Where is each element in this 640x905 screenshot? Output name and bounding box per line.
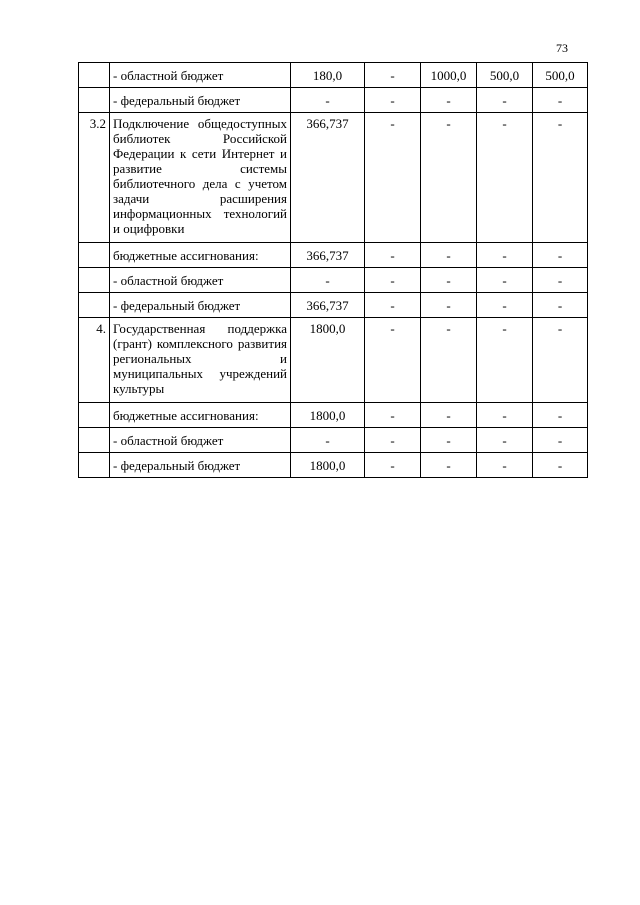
value-cell: - <box>421 113 477 243</box>
value-cell: - <box>477 293 533 318</box>
table-row <box>79 63 588 88</box>
table-row <box>79 243 588 268</box>
value-cell: 180,0 <box>291 63 365 88</box>
value-cell: 366,737 <box>291 293 365 318</box>
value-cell: - <box>291 428 365 453</box>
value-cell: 366,737 <box>291 243 365 268</box>
value-cell: 1800,0 <box>291 403 365 428</box>
value-cell: - <box>477 428 533 453</box>
row-number <box>79 268 110 293</box>
budget-table <box>78 62 588 478</box>
value-cell: 500,0 <box>533 63 588 88</box>
value-cell: - <box>533 453 588 478</box>
table-row <box>79 403 588 428</box>
row-name: - областной бюджет <box>110 428 291 453</box>
row-number <box>79 243 110 268</box>
value-cell: 366,737 <box>291 113 365 243</box>
value-cell: - <box>533 318 588 403</box>
value-cell: - <box>477 318 533 403</box>
table-row <box>79 113 588 243</box>
value-cell: 1800,0 <box>291 318 365 403</box>
row-number: 4. <box>79 318 110 403</box>
row-number <box>79 88 110 113</box>
value-cell: - <box>365 268 421 293</box>
value-cell: - <box>477 113 533 243</box>
row-name: - федеральный бюджет <box>110 88 291 113</box>
row-name: - областной бюджет <box>110 63 291 88</box>
value-cell: - <box>421 88 477 113</box>
value-cell: - <box>533 428 588 453</box>
row-name: - федеральный бюджет <box>110 453 291 478</box>
value-cell: - <box>365 428 421 453</box>
row-name: - федеральный бюджет <box>110 293 291 318</box>
value-cell: - <box>477 403 533 428</box>
value-cell: - <box>365 63 421 88</box>
value-cell: - <box>365 293 421 318</box>
row-name: Государственная поддержка (грант) комплексного развития региональных и муниципальных учреждений культуры <box>110 318 291 403</box>
row-number <box>79 428 110 453</box>
row-name: бюджетные ассигнования: <box>110 243 291 268</box>
value-cell: - <box>477 268 533 293</box>
value-cell: - <box>291 88 365 113</box>
row-number: 3.2 <box>79 113 110 243</box>
row-number <box>79 403 110 428</box>
value-cell: 1000,0 <box>421 63 477 88</box>
table-row <box>79 318 588 403</box>
value-cell: - <box>291 268 365 293</box>
value-cell: - <box>421 268 477 293</box>
value-cell: - <box>421 453 477 478</box>
value-cell: - <box>365 113 421 243</box>
table-row <box>79 293 588 318</box>
value-cell: 500,0 <box>477 63 533 88</box>
value-cell: - <box>421 318 477 403</box>
value-cell: - <box>533 293 588 318</box>
value-cell: - <box>421 428 477 453</box>
value-cell: - <box>533 88 588 113</box>
page-number: 73 <box>556 41 568 55</box>
value-cell: 1800,0 <box>291 453 365 478</box>
row-number <box>79 63 110 88</box>
value-cell: - <box>421 243 477 268</box>
value-cell: - <box>365 403 421 428</box>
value-cell: - <box>477 243 533 268</box>
table-row <box>79 268 588 293</box>
row-name: Подключение общедоступных библиотек Российской Федерации к сети Интернет и развитие системы библиотечного дела с учетом задачи расширения информационных технологий и оцифровки <box>110 113 291 243</box>
value-cell: - <box>421 403 477 428</box>
value-cell: - <box>533 403 588 428</box>
value-cell: - <box>477 453 533 478</box>
row-name: бюджетные ассигнования: <box>110 403 291 428</box>
value-cell: - <box>365 318 421 403</box>
value-cell: - <box>365 243 421 268</box>
value-cell: - <box>477 88 533 113</box>
value-cell: - <box>365 453 421 478</box>
table-row <box>79 453 588 478</box>
row-number <box>79 453 110 478</box>
value-cell: - <box>365 88 421 113</box>
value-cell: - <box>533 113 588 243</box>
table-row <box>79 428 588 453</box>
value-cell: - <box>533 243 588 268</box>
row-name: - областной бюджет <box>110 268 291 293</box>
value-cell: - <box>533 268 588 293</box>
table-row <box>79 88 588 113</box>
row-number <box>79 293 110 318</box>
value-cell: - <box>421 293 477 318</box>
